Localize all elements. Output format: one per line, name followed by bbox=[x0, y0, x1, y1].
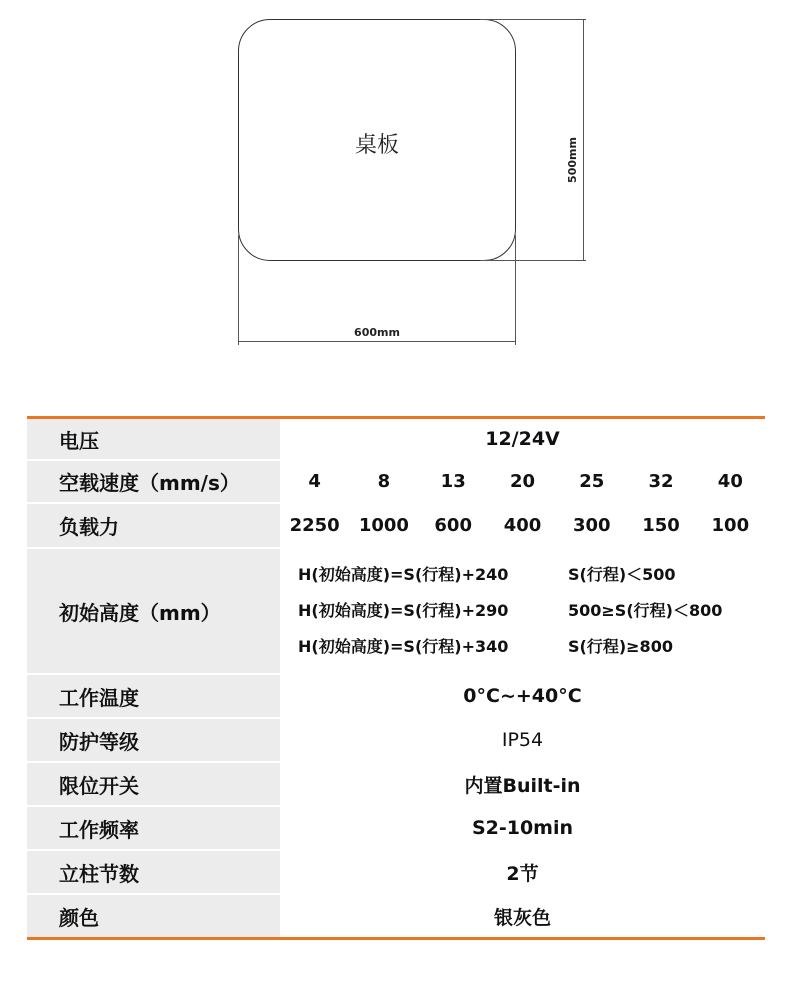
height-dimension-label: 500mm bbox=[565, 137, 579, 183]
row-color bbox=[27, 895, 765, 937]
initial-height-formulas bbox=[280, 549, 765, 673]
speed-value: 13 bbox=[440, 471, 466, 492]
speed-value: 32 bbox=[648, 471, 674, 492]
column-label: 立柱节数 bbox=[27, 851, 280, 893]
speed-label: 空载速度（mm/s） bbox=[27, 461, 280, 502]
protection-label: 防护等级 bbox=[27, 719, 280, 761]
color-label: 颜色 bbox=[27, 895, 280, 937]
load-value: 100 bbox=[711, 515, 750, 536]
row-column bbox=[27, 851, 765, 895]
height-condition: S(行程)≥800 bbox=[568, 637, 673, 656]
row-initial-height bbox=[27, 549, 765, 675]
protection-value: IP54 bbox=[501, 729, 544, 751]
row-protection bbox=[27, 719, 765, 763]
frequency-value: S2-10min bbox=[471, 817, 574, 839]
column-value: 2节 bbox=[506, 862, 539, 885]
desk-board-outline bbox=[238, 19, 516, 261]
row-load bbox=[27, 504, 765, 549]
color-value: 银灰色 bbox=[493, 906, 551, 929]
height-formula-row bbox=[298, 629, 765, 665]
speed-value: 40 bbox=[717, 471, 743, 492]
speed-value: 4 bbox=[308, 471, 321, 492]
limit-switch-label: 限位开关 bbox=[27, 763, 280, 805]
load-value: 2250 bbox=[289, 515, 340, 536]
load-value: 150 bbox=[642, 515, 680, 536]
limit-switch-value: 内置Built-in bbox=[464, 774, 581, 797]
initial-height-label: 初始高度（mm） bbox=[27, 549, 280, 673]
load-values bbox=[280, 504, 765, 547]
height-extension-top bbox=[480, 19, 586, 20]
width-dimension-label: 600mm bbox=[354, 326, 400, 339]
load-label: 负载力 bbox=[27, 504, 280, 547]
height-extension-bottom bbox=[480, 260, 586, 261]
height-formula-row bbox=[298, 593, 765, 629]
speed-value: 25 bbox=[579, 471, 605, 492]
frequency-label: 工作频率 bbox=[27, 807, 280, 849]
width-dimension-line bbox=[238, 341, 516, 342]
row-limit-switch bbox=[27, 763, 765, 807]
load-value: 300 bbox=[572, 515, 611, 536]
speed-values bbox=[280, 461, 765, 502]
height-formula: H(初始高度)=S(行程)+240 bbox=[298, 565, 509, 584]
load-value: 600 bbox=[434, 515, 472, 536]
row-voltage bbox=[27, 419, 765, 461]
row-temperature bbox=[27, 675, 765, 719]
row-frequency bbox=[27, 807, 765, 851]
speed-value: 8 bbox=[377, 471, 391, 492]
height-formula: H(初始高度)=S(行程)+290 bbox=[298, 601, 509, 620]
height-condition: 500≥S(行程)＜800 bbox=[568, 601, 723, 620]
height-formula: H(初始高度)=S(行程)+340 bbox=[298, 637, 509, 656]
load-value: 400 bbox=[503, 515, 542, 536]
temperature-value: 0°C~+40°C bbox=[463, 685, 582, 707]
voltage-label: 电压 bbox=[27, 419, 280, 459]
row-speed bbox=[27, 461, 765, 504]
spec-table bbox=[27, 416, 765, 940]
voltage-value: 12/24V bbox=[485, 428, 560, 450]
desk-board-label: 桌板 bbox=[354, 133, 399, 158]
load-value: 1000 bbox=[358, 515, 409, 536]
temperature-label: 工作温度 bbox=[27, 675, 280, 717]
height-formula-row bbox=[298, 557, 765, 593]
desk-board-drawing bbox=[0, 0, 790, 380]
speed-value: 20 bbox=[509, 471, 536, 492]
height-condition: S(行程)＜500 bbox=[568, 565, 676, 584]
